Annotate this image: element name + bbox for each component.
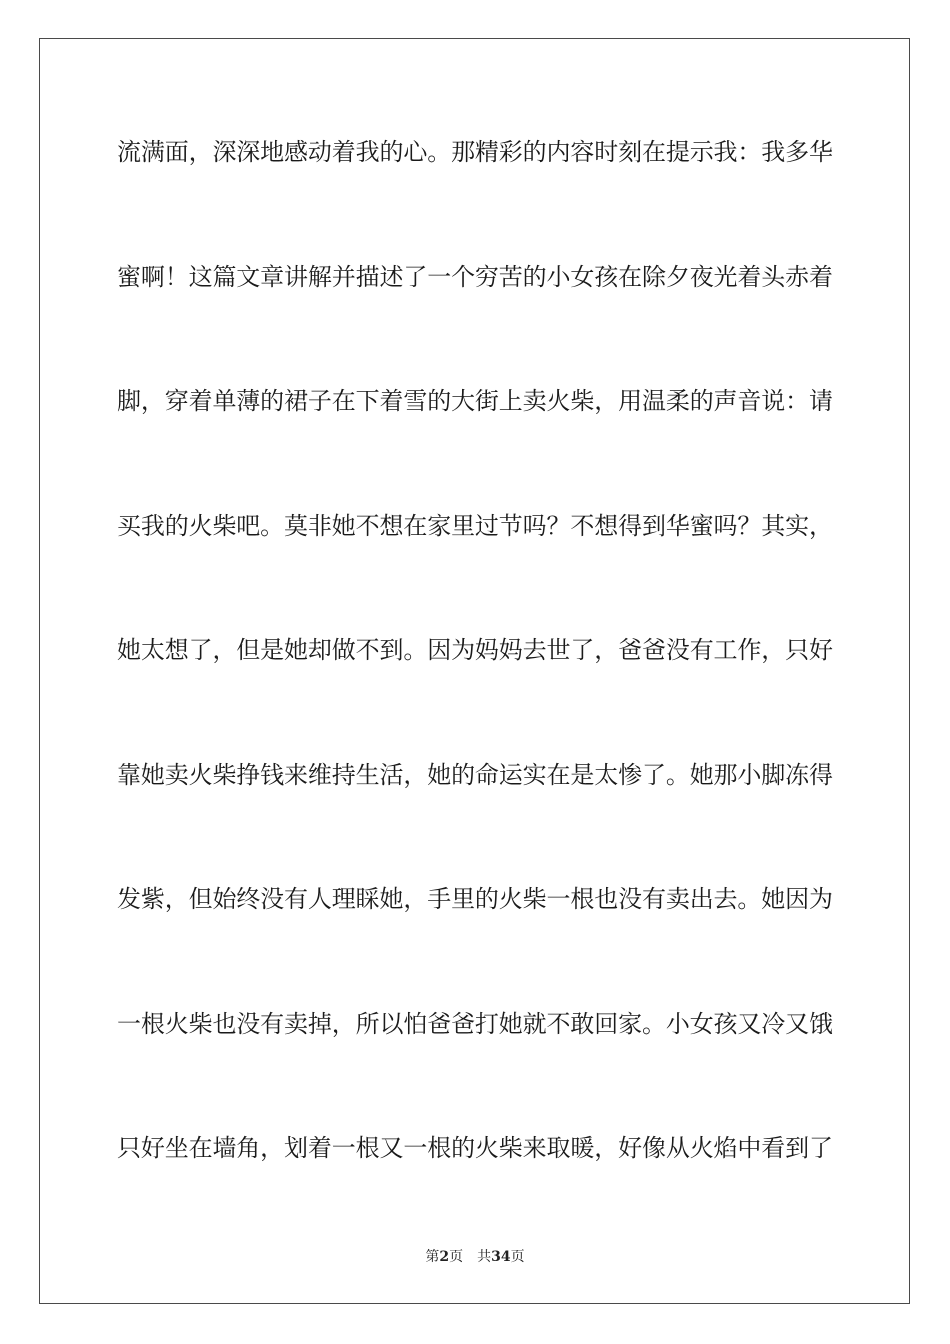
text-line-3: 脚，穿着单薄的裙子在下着雪的大街上卖火柴，用温柔的声音说：请 <box>117 387 833 415</box>
text-line-9: 只好坐在墙角，划着一根又一根的火柴来取暖，好像从火焰中看到了 <box>117 1134 833 1162</box>
total-prefix: 共 <box>477 1249 492 1265</box>
text-line-8: 一根火柴也没有卖掉，所以怕爸爸打她就不敢回家。小女孩又冷又饿 <box>117 1009 833 1038</box>
page-footer <box>0 1247 950 1267</box>
text-line-4: 买我的火柴吧。莫非她不想在家里过节吗？不想得到华蜜吗？其实， <box>117 511 833 540</box>
total-pages: 34 <box>491 1249 511 1265</box>
text-line-7: 发紫，但始终没有人理睬她，手里的火柴一根也没有卖出去。她因为 <box>117 885 833 913</box>
text-line-1: 流满面，深深地感动着我的心。那精彩的内容时刻在提示我：我多华 <box>117 138 833 166</box>
page-prefix: 第 <box>425 1249 440 1265</box>
page-number: 2 <box>439 1249 450 1265</box>
document-body <box>117 128 833 1249</box>
text-line-2: 蜜啊！这篇文章讲解并描述了一个穷苦的小女孩在除夕夜光着头赤着 <box>117 262 833 291</box>
text-line-6: 靠她卖火柴挣钱来维持生活，她的命运实在是太惨了。她那小脚冻得 <box>117 760 833 789</box>
page-suffix: 页 <box>449 1249 464 1265</box>
text-line-5: 她太想了，但是她却做不到。因为妈妈去世了，爸爸没有工作，只好 <box>117 636 833 664</box>
total-suffix: 页 <box>510 1249 525 1265</box>
